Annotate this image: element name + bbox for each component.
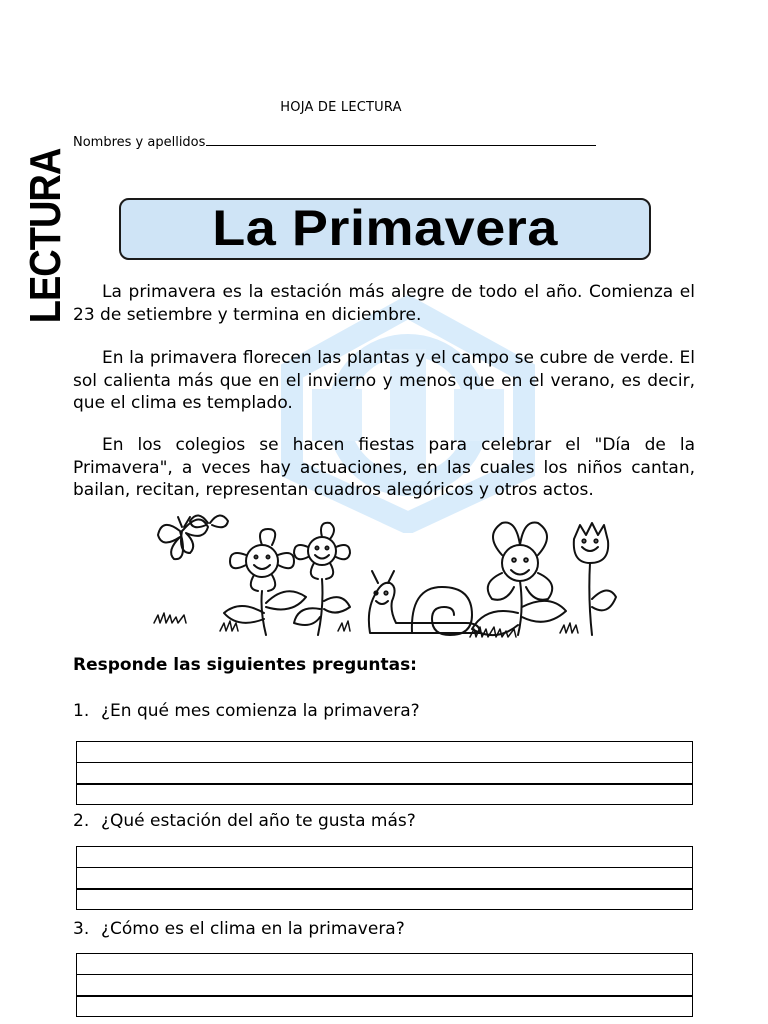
reading-paragraph: La primavera es la estación más alegre de todo el año. Comienza el 23 de setiembre y termina en diciembre. — [73, 282, 695, 325]
smiling-flower-icon — [294, 523, 350, 635]
grass-icon — [154, 613, 578, 637]
answer-box-3[interactable] — [76, 953, 693, 1017]
answer-line — [77, 995, 692, 997]
answer-line — [77, 974, 692, 975]
question-text: ¿En qué mes comienza la primavera? — [101, 701, 420, 721]
snail-icon — [369, 571, 480, 635]
answer-line — [77, 762, 692, 763]
tulip-icon — [574, 523, 616, 635]
question-number: 2. — [73, 811, 90, 831]
answer-box-2[interactable] — [76, 846, 693, 910]
name-label: Nombres y apellidos — [73, 135, 206, 150]
answer-line — [77, 783, 692, 785]
questions-heading: Responde las siguientes preguntas: — [73, 655, 417, 675]
butterfly-icon — [158, 517, 208, 559]
reading-title: La Primavera — [212, 200, 558, 256]
reading-paragraph: En la primavera florecen las plantas y el campo se cubre de verde. El sol calienta más que en el invierno y menos que en el verano, es decir, que el clima es templado. — [73, 348, 695, 413]
side-label-text: LECTURA — [21, 148, 71, 324]
worksheet-header: HOJA DE LECTURA — [280, 100, 402, 115]
question-2 — [73, 811, 416, 831]
name-blank-line[interactable] — [206, 134, 596, 146]
question-3 — [73, 919, 405, 939]
question-text: ¿Qué estación del año te gusta más? — [101, 811, 416, 831]
answer-line — [77, 888, 692, 890]
smiling-flower-icon — [224, 529, 306, 635]
answer-line — [77, 867, 692, 868]
butterfly-icon — [190, 515, 228, 527]
answer-box-1[interactable] — [76, 741, 693, 805]
reading-title-banner — [119, 198, 651, 260]
name-field[interactable] — [73, 134, 596, 150]
question-1 — [73, 701, 420, 721]
smiling-flower-icon — [472, 522, 566, 635]
spring-flowers-illustration — [150, 503, 620, 653]
question-number: 1. — [73, 701, 90, 721]
reading-paragraph: En los colegios se hacen fiestas para celebrar el "Día de la Primavera", a veces hay actuaciones, en las cuales los niños cantan, bailan, recitan, representan cuadros alegóricos y otros actos. — [73, 435, 695, 500]
question-number: 3. — [73, 919, 90, 939]
question-text: ¿Cómo es el clima en la primavera? — [101, 919, 405, 939]
